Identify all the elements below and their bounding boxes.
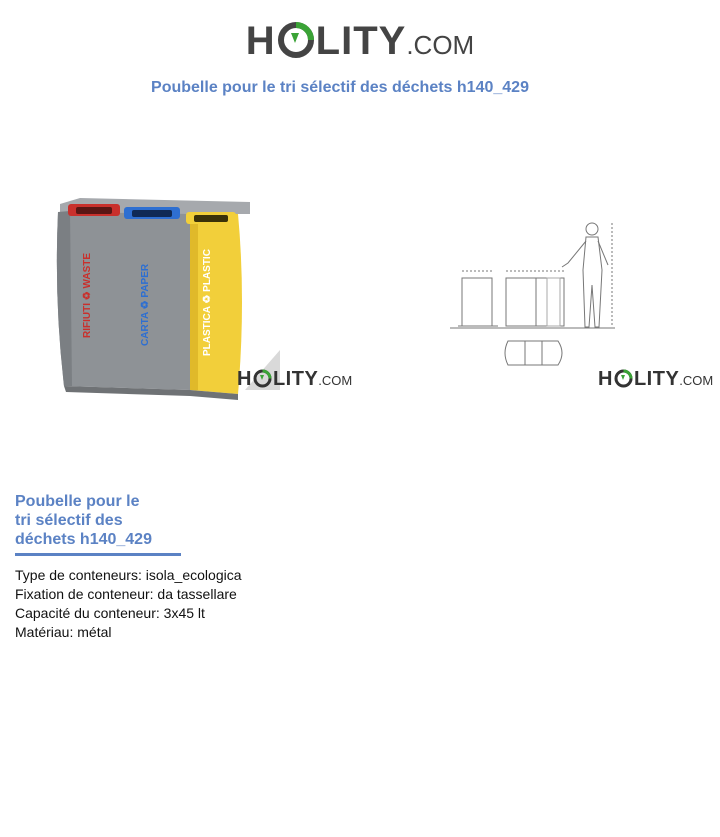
- spec-value: 3x45 lt: [163, 605, 205, 621]
- watermark-o-icon: [253, 369, 272, 388]
- product-heading: [15, 492, 185, 549]
- product-heading-line: tri sélectif des: [15, 512, 123, 529]
- spec-row-fixation: Fixation de conteneur: da tassellare: [15, 586, 237, 602]
- product-image-watermark: [237, 366, 352, 391]
- bin-label-waste: RIFIUTI ♻ WASTE: [82, 252, 93, 338]
- spec-row-container-type: Type de conteneurs: isola_ecologica: [15, 567, 242, 583]
- bin-label-paper: CARTA ♻ PAPER: [140, 263, 151, 346]
- spec-row-material: Matériau: métal: [15, 624, 112, 640]
- spec-list: [15, 566, 242, 642]
- brand-logo[interactable]: [0, 10, 720, 70]
- watermark-letter-h: H: [237, 368, 252, 390]
- spec-row-capacity: Capacité du conteneur: 3x45 lt: [15, 605, 205, 621]
- heading-underline: [15, 553, 181, 556]
- spec-label: Fixation de conteneur: [15, 586, 150, 602]
- drawing-watermark-letter-h: H: [598, 368, 613, 390]
- logo-domain: .COM: [406, 30, 475, 60]
- product-heading-line: Poubelle pour le: [15, 493, 140, 510]
- holity-logo: [246, 16, 474, 64]
- product-heading-line: déchets h140_429: [15, 531, 152, 548]
- watermark-domain: .COM: [318, 373, 353, 388]
- logo-letters-lity: LITY: [315, 19, 407, 63]
- spec-value: métal: [77, 624, 112, 640]
- drawing-watermark-o-icon: [614, 369, 633, 388]
- drawing-image-watermark: [598, 366, 713, 391]
- drawing-watermark-domain: .COM: [679, 373, 714, 388]
- spec-label: Type de conteneurs: [15, 567, 138, 583]
- watermark-letters-lity: LITY: [272, 368, 319, 390]
- drawing-watermark-letters-lity: LITY: [633, 368, 680, 390]
- spec-label: Matériau: [15, 624, 70, 640]
- logo-letter-h: H: [245, 19, 276, 63]
- logo-o-icon: [277, 21, 315, 59]
- page-title: Poubelle pour le tri sélectif des déchets h140_429: [151, 79, 529, 96]
- spec-label: Capacité du conteneur: [15, 605, 156, 621]
- bin-label-plastic: PLASTICA ♻ PLASTIC: [202, 249, 213, 356]
- spec-value: isola_ecologica: [145, 567, 242, 583]
- spec-value: da tassellare: [157, 586, 237, 602]
